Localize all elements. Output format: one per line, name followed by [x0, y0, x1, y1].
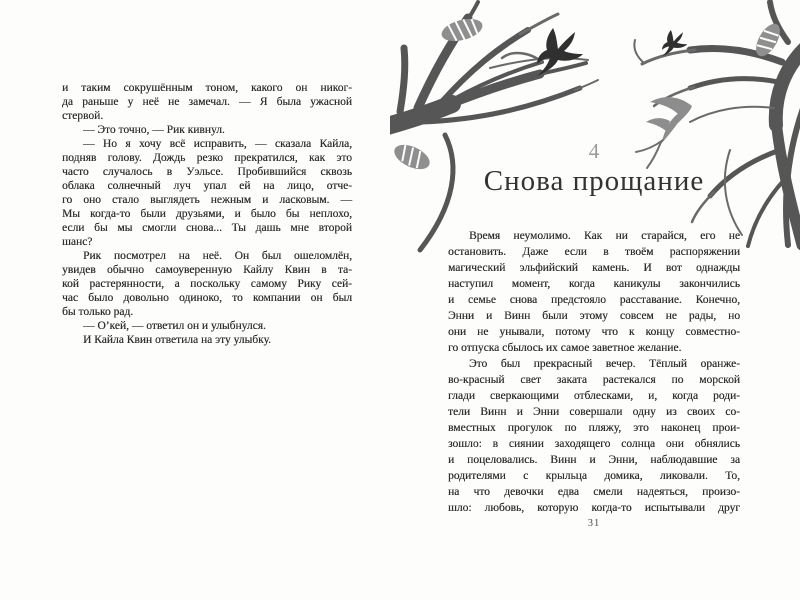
text-line: они не унывали, потому что к концу совместно-: [448, 326, 740, 338]
right-page: [400, 0, 800, 600]
text-line: Энни и Винн были этому совсем не рады, но: [448, 310, 740, 322]
left-page-text: [62, 81, 352, 347]
text-line: Это был прекрасный вечер. Тёплый оранже-: [469, 358, 740, 370]
text-line: подняв голову. Дождь резко прекратился, как это: [62, 152, 352, 164]
text-line: и таким сокрушённым тоном, какого он никог-: [62, 82, 352, 94]
text-line: бы только рад.: [62, 306, 134, 318]
right-tree-branches: [634, 2, 800, 246]
text-line: глади сверкающими отблесками, и, когда роди-: [448, 390, 740, 402]
text-line: магический эльфийский камень. И вот однажды: [448, 262, 740, 274]
text-line: если бы мы смогли снова... Ты дашь мне второй: [62, 222, 352, 234]
text-line: часто случалось в Уэльсе. Пробившийся сквозь: [62, 166, 352, 178]
text-line: облака солнечный луч упал ей на лицо, отче-: [62, 180, 352, 192]
text-line: вместных прогулок по пляжу, это наконец прои-: [448, 422, 740, 434]
text-line: тели Винн и Энни совершали одну из своих со-: [448, 406, 740, 418]
text-line: го оно стало выглядеть нежным и ласковым. —: [62, 194, 352, 206]
text-line: И Кайла Квин ответила на эту улыбку.: [83, 334, 271, 346]
text-line: шанс?: [62, 236, 93, 248]
text-line: стервой.: [62, 110, 104, 122]
text-line: остановить. Даже если в твоём распоряжении: [448, 246, 740, 258]
text-line: зошло: в сиянии заходящего солнца они обнялись: [448, 438, 740, 450]
text-line: шло: любовь, которую когда-то испытывали друг: [448, 502, 740, 514]
text-line: Мы когда-то были друзьями, и было бы неплохо,: [62, 208, 352, 220]
text-line: увидев обычно самоуверенную Кайлу Квин в та-: [62, 264, 352, 276]
left-tree-branches: [390, 2, 598, 250]
text-line: да раньше у неё не замечал. — Я была ужасной: [62, 96, 352, 108]
text-line: Рик посмотрел на неё. Он был ошеломлён,: [83, 250, 352, 262]
text-line: во-красный свет заката растекался по морской: [448, 374, 740, 386]
text-line: кой растерянности, а поскольку самому Рику сей-: [62, 278, 352, 290]
text-line: час было довольно одиноко, то компании он был: [62, 292, 352, 304]
text-line: — Это точно, — Рик кивнул.: [83, 124, 225, 136]
text-line: наступил момент, когда каникулы закончились: [448, 278, 740, 290]
text-line: Время неумолимо. Как ни старайся, его не: [469, 230, 740, 242]
page-number: 31: [587, 518, 601, 529]
text-line: родителями с крыльца домика, ликовали. То,: [448, 470, 740, 482]
text-line: — Но я хочу всё исправить, — сказала Кайла,: [83, 138, 352, 150]
text-line: и семье снова предстояло расставание. Конечно,: [448, 294, 740, 306]
chapter-number: 4: [588, 139, 600, 163]
text-line: — О’кей, — ответил он и улыбнулся.: [83, 320, 266, 332]
text-line: и поцеловались. Винн и Энни, наблюдавшие за: [448, 454, 740, 466]
chapter-title: Снова прощание: [483, 165, 705, 197]
text-line: на что девочки едва смели надеяться, произо-: [448, 486, 740, 498]
text-line: го отпуска сбылось их самое заветное желание.: [448, 342, 682, 354]
right-page-text: [448, 228, 740, 516]
